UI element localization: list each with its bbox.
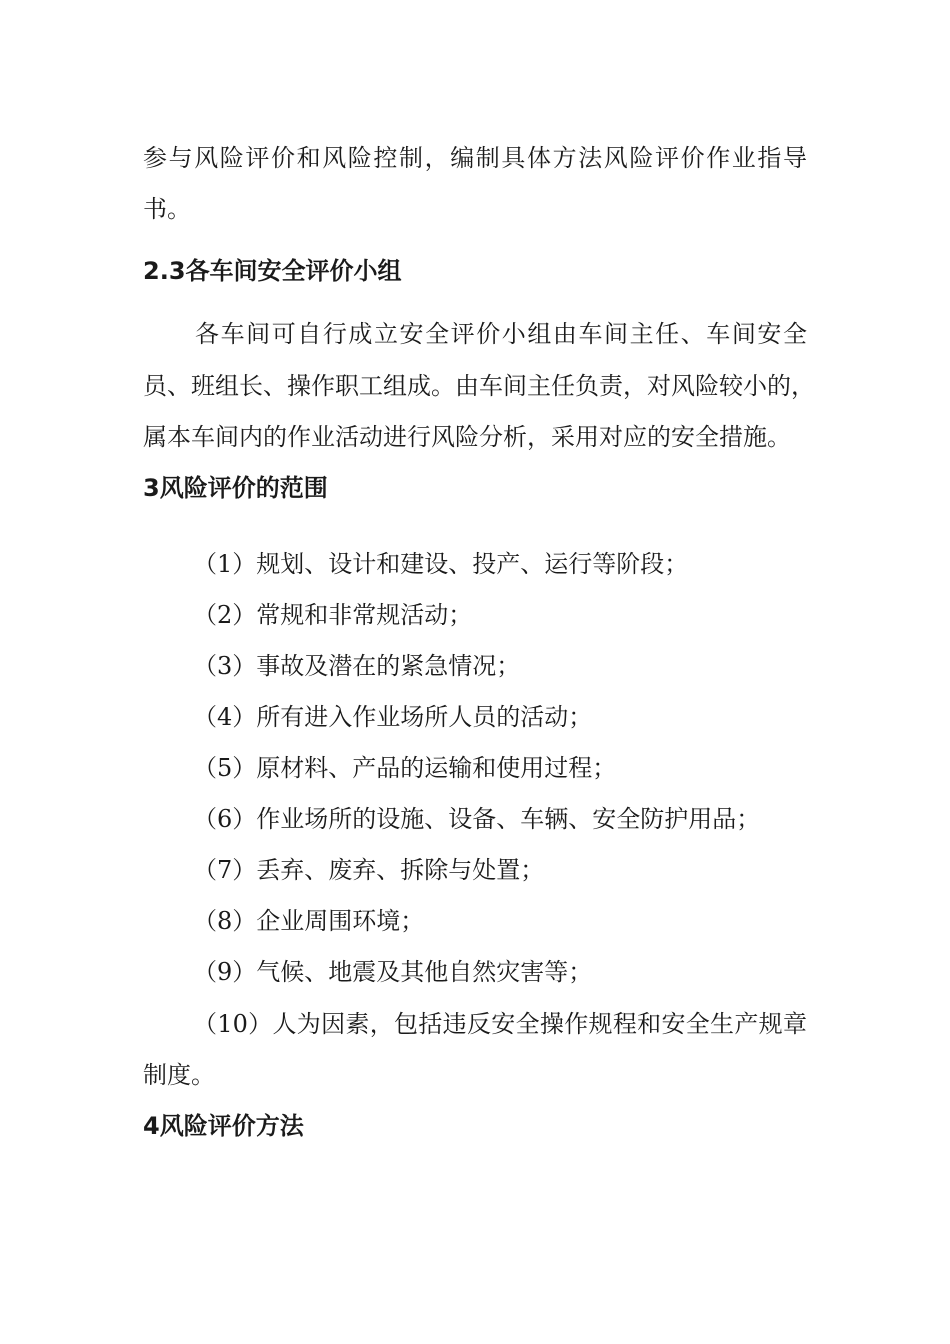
list-item: （8）企业周围环境； bbox=[193, 907, 425, 935]
list-item: （2）常规和非常规活动； bbox=[193, 601, 473, 629]
section-3-heading: 3风险评价的范围 bbox=[143, 474, 328, 502]
section-2-3-para-line-3: 属本车间内的作业活动进行风险分析，采用对应的安全措施。 bbox=[143, 423, 791, 451]
intro-line-1: 参与风险评价和风险控制，编制具体方法风险评价作业指导 bbox=[143, 144, 807, 172]
section-2-3-para-line-2: 员、班组长、操作职工组成。由车间主任负责，对风险较小的， bbox=[143, 372, 815, 400]
list-item: （4）所有进入作业场所人员的活动； bbox=[193, 703, 593, 731]
list-item: （3）事故及潜在的紧急情况； bbox=[193, 652, 521, 680]
section-2-3-para-line-1: 各车间可自行成立安全评价小组由车间主任、车间安全 bbox=[195, 320, 807, 348]
list-item-10-line-2: 制度。 bbox=[143, 1061, 215, 1089]
list-item: （1）规划、设计和建设、投产、运行等阶段； bbox=[193, 550, 689, 578]
list-item: （9）气候、地震及其他自然灾害等； bbox=[193, 958, 593, 986]
intro-line-2: 书。 bbox=[143, 195, 191, 223]
list-item: （5）原材料、产品的运输和使用过程； bbox=[193, 754, 617, 782]
section-4-heading: 4风险评价方法 bbox=[143, 1112, 304, 1140]
list-item-10-line-1: （10）人为因素，包括违反安全操作规程和安全生产规章 bbox=[193, 1010, 807, 1038]
list-item: （7）丢弃、废弃、拆除与处置； bbox=[193, 856, 545, 884]
section-2-3-heading: 2.3各车间安全评价小组 bbox=[143, 257, 402, 285]
list-item: （6）作业场所的设施、设备、车辆、安全防护用品； bbox=[193, 805, 761, 833]
